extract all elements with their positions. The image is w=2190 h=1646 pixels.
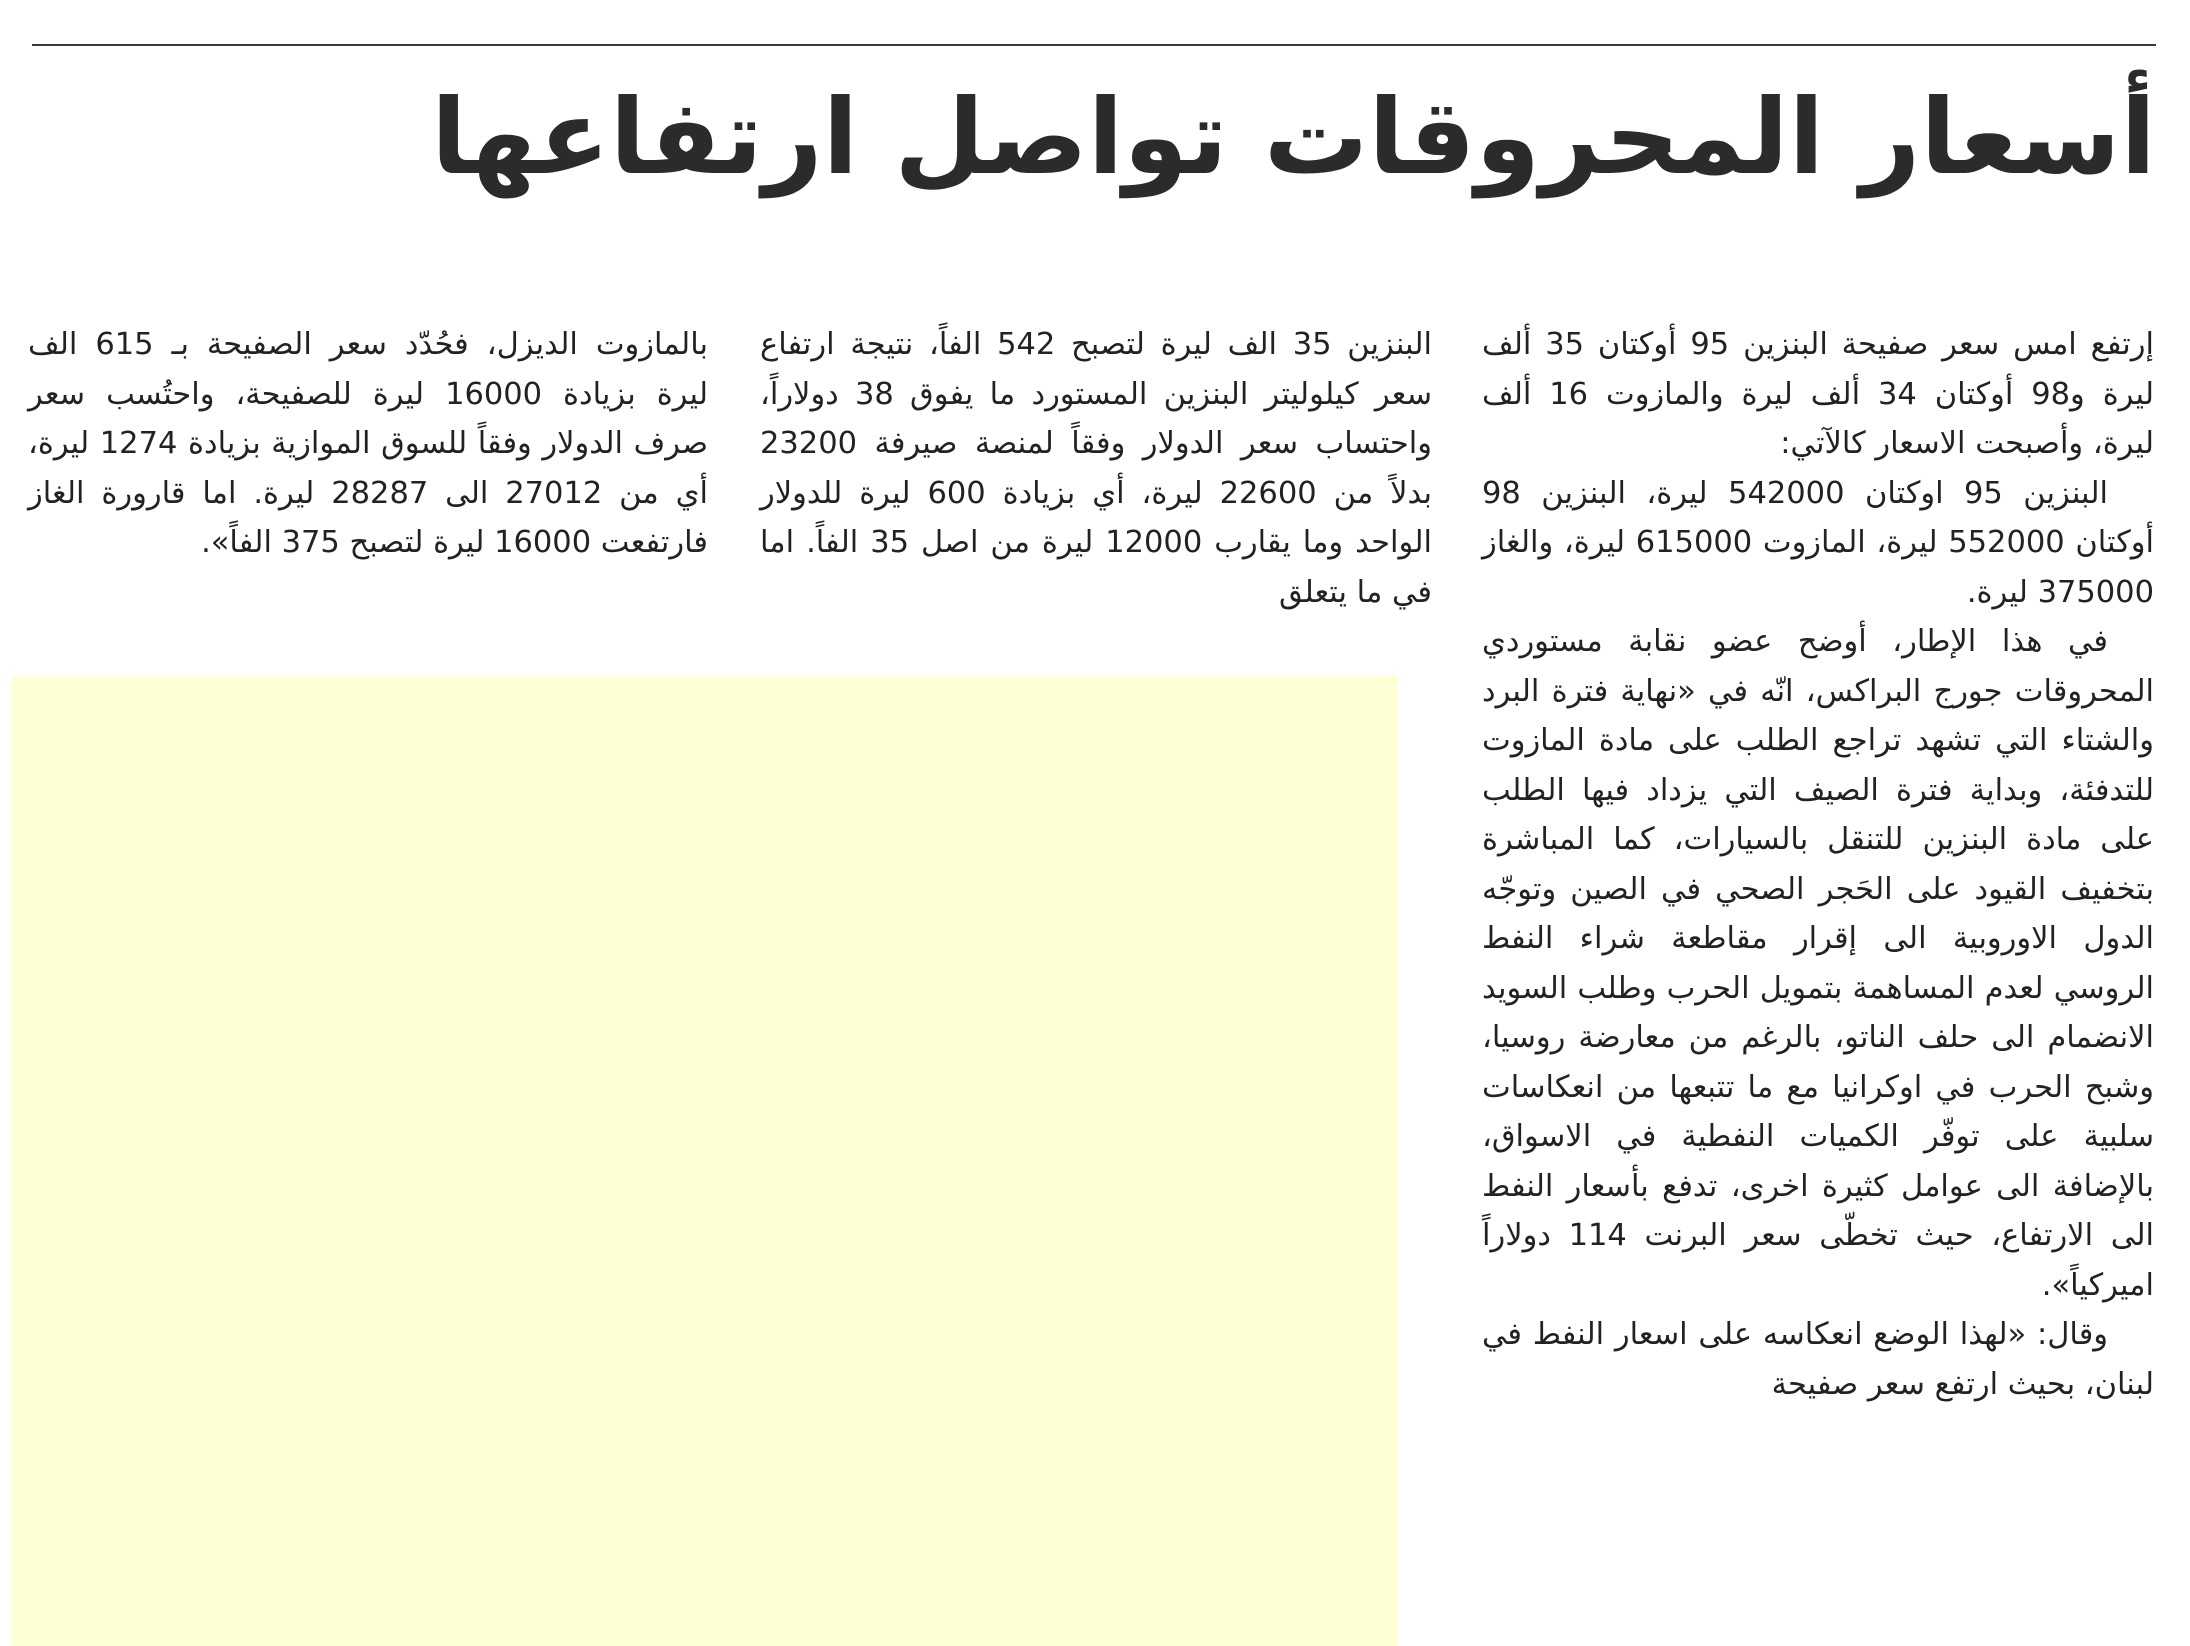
paragraph-price-rise: إرتفع امس سعر صفيحة البنزين 95 أوكتان 35 ألف ليرة و98 أوكتان 34 ألف ليرة والمازوت 16 ألف ليرة، وأصبحت الاسعار كالآتي: <box>1482 327 2154 461</box>
article-column-right <box>1482 320 2154 1409</box>
paragraph-price-list: البنزين 95 اوكتان 542000 ليرة، البنزين 98 أوكتان 552000 ليرة، المازوت 615000 ليرة، والغاز 375000 ليرة. <box>1482 475 2154 610</box>
article-headline: أسعار المحروقات تواصل ارتفاعها <box>431 76 2156 198</box>
paragraph-diesel-gas-detail: بالمازوت الديزل، فحُدّد سعر الصفيحة بـ 615 الف ليرة بزيادة 16000 ليرة للصفيحة، واحتُسب سعر صرف الدولار وفقاً للسوق الموازية بزيادة 1274 ليرة، أي من 27012 الى 28287 ليرة. اما قارورة الغاز فارتفعت 16000 ليرة لتصبح 375 الفاً». <box>28 327 708 560</box>
paragraph-quote-start: وقال: «لهذا الوضع انعكاسه على اسعار النفط في لبنان، بحيث ارتفع سعر صفيحة <box>1482 1317 2154 1402</box>
paragraph-brax-statement: في هذا الإطار، أوضح عضو نقابة مستوردي المحروقات جورج البراكس، انّه في «نهاية فترة البرد والشتاء التي تشهد تراجع الطلب على مادة المازوت للتدفئة، وبداية فترة الصيف التي يزداد فيها الطلب على مادة البنزين للتنقل بالسيارات، كما المباشرة بتخفيف القيود على الحَجر الصحي في الصين وتوجّه الدول الاوروبية الى إقرار مقاطعة شراء النفط الروسي لعدم المساهمة بتمويل الحرب وطلب السويد الانضمام الى حلف الناتو، بالرغم من معارضة روسيا، وشبح الحرب في اوكرانيا مع ما تتبعها من انعكاسات سلبية على توفّر الكميات النفطية في الاسواق، بالإضافة الى عوامل كثيرة اخرى، تدفع بأسعار النفط الى الارتفاع، حيث تخطّى سعر البرنت 114 دولاراً اميركياً». <box>1482 624 2154 1303</box>
article-column-middle <box>760 320 1432 617</box>
top-rule <box>32 44 2156 46</box>
advertisement-placeholder <box>12 676 1398 1646</box>
paragraph-gasoline-detail: البنزين 35 الف ليرة لتصبح 542 الفاً، نتيجة ارتفاع سعر كيلوليتر البنزين المستورد ما يفوق 38 دولاراً، واحتساب سعر الدولار وفقاً لمنصة صيرفة 23200 بدلاً من 22600 ليرة، أي بزيادة 600 ليرة للدولار الواحد وما يقارب 12000 ليرة من اصل 35 الفاً. اما في ما يتعلق <box>760 327 1433 610</box>
article-column-left <box>28 320 708 568</box>
